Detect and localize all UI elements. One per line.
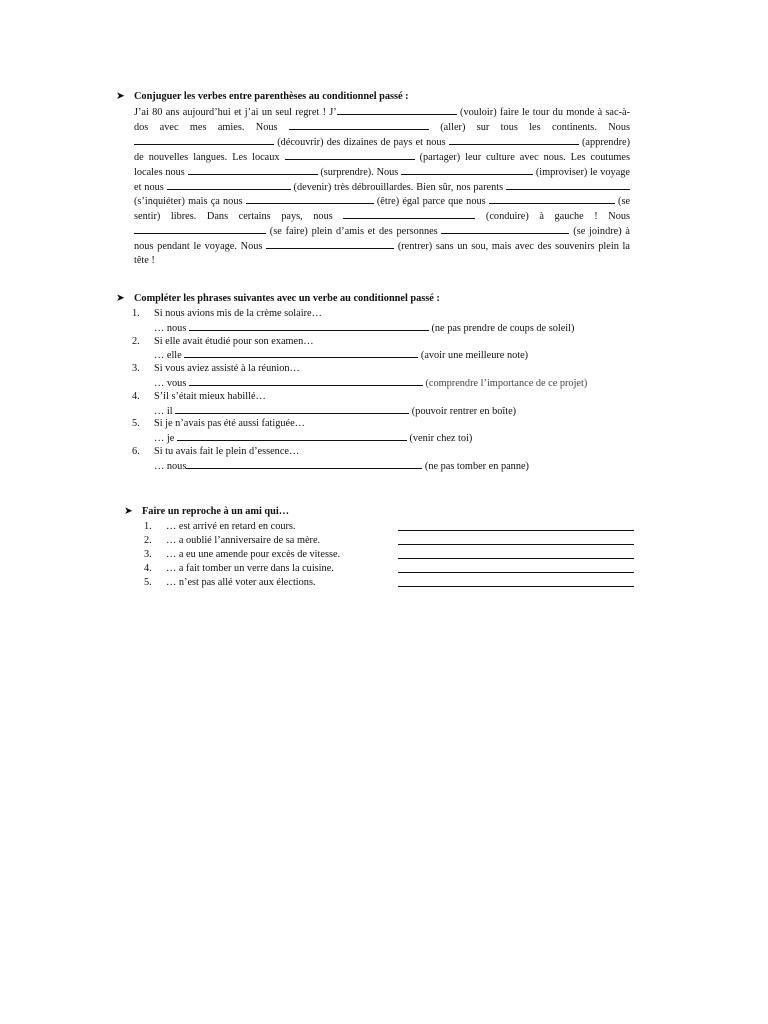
list-item: 5. Si je n’avais pas été aussi fatiguée… … je (venir chez toi) — [132, 418, 473, 445]
list-item: 1. Si nous avions mis de la crème solaire… … nous (ne pas prendre de coups de soleil) — [132, 308, 575, 334]
answer-blank[interactable] — [343, 209, 475, 219]
answer-blank[interactable] — [506, 180, 630, 190]
answer-blank[interactable] — [289, 120, 429, 130]
list-item: 2. Si elle avait étudié pour son examen… … elle (avoir une meilleure note) — [132, 335, 529, 362]
answer-blank[interactable] — [186, 459, 422, 469]
answer-blank[interactable] — [175, 404, 409, 414]
section-reproach-title: ➤ Faire un reproche à un ami qui… — [124, 506, 290, 517]
answer-blank[interactable] — [134, 135, 274, 145]
answer-blank[interactable] — [266, 239, 394, 249]
list-item: 3. … a eu une amende pour excès de vitesse. — [144, 548, 340, 562]
list-item: 2. … a oublié l’anniversaire de sa mère. — [144, 534, 340, 548]
arrow-bullet-icon: ➤ — [116, 293, 125, 304]
answer-line[interactable] — [398, 572, 634, 573]
list-item: 5. … n’est pas allé voter aux élections. — [144, 576, 340, 590]
section-complete-title: ➤ Compléter les phrases suivantes avec un verbe au conditionnel passé : — [116, 293, 440, 304]
answer-blank[interactable] — [441, 224, 569, 234]
list-item: 4. … a fait tomber un verre dans la cuisine. — [144, 562, 340, 576]
arrow-bullet-icon: ➤ — [116, 91, 125, 102]
answer-blank[interactable] — [189, 321, 429, 331]
arrow-bullet-icon: ➤ — [124, 506, 133, 517]
answer-line[interactable] — [398, 544, 634, 545]
list-item: 1. … est arrivé en retard en cours. — [144, 520, 340, 534]
section-conjugate — [116, 90, 630, 268]
conjugate-paragraph: J’ai 80 ans aujourd’hui et j’ai un seul regret ! J’ (vouloir) faire le tour du monde à sac-à-dos avec mes amies. Nous (aller) sur tous les continents. Nous (découvrir) des dizaines de pays et nous (apprendre) de nouvelles langues. Les locaux (partager) leur culture avec nous. Les coutumes locales nous (surprendre). Nous (improviser) le voyage et nous (devenir) très débrouillardes. Bien sûr, nos parents (s’inquiéter) mais ça nous (être) égal parce que nous (se sentir) libres. Dans certains pays, nous (conduire) à gauche ! Nous (se faire) plein d’amis et des personnes (se joindre) à nous pendant le voyage. Nous (rentrer) sans un sou, mais avec des souvenirs plein la tête ! — [134, 107, 631, 267]
answer-blank[interactable] — [489, 194, 615, 204]
answer-blank[interactable] — [189, 376, 423, 386]
section-reproach — [124, 505, 340, 590]
list-item: 3. Si vous aviez assisté à la réunion… … vous (comprendre l’importance de ce projet) — [132, 363, 588, 389]
complete-list — [132, 307, 587, 473]
section-complete — [116, 292, 587, 473]
answer-line[interactable] — [398, 530, 634, 531]
answer-blank[interactable] — [167, 180, 291, 190]
reproach-list — [144, 520, 340, 590]
list-item: 4. S’il s’était mieux habillé… … il (pouvoir rentrer en boîte) — [132, 390, 517, 417]
answer-blank[interactable] — [449, 135, 579, 145]
list-item: 6. Si tu avais fait le plein d’essence… … nous (ne pas tomber en panne) — [132, 445, 529, 472]
answer-line[interactable] — [398, 558, 634, 559]
answer-blank[interactable] — [177, 431, 407, 441]
answer-line[interactable] — [398, 586, 634, 587]
answer-blank[interactable] — [337, 105, 457, 115]
section-conjugate-title: ➤ Conjuguer les verbes entre parenthèses au conditionnel passé : — [116, 91, 409, 102]
answer-blank[interactable] — [188, 165, 318, 175]
answer-blank[interactable] — [401, 165, 533, 175]
answer-blank[interactable] — [246, 194, 374, 204]
answer-blank[interactable] — [285, 150, 415, 160]
answer-blank[interactable] — [134, 224, 266, 234]
answer-blank[interactable] — [184, 348, 418, 358]
